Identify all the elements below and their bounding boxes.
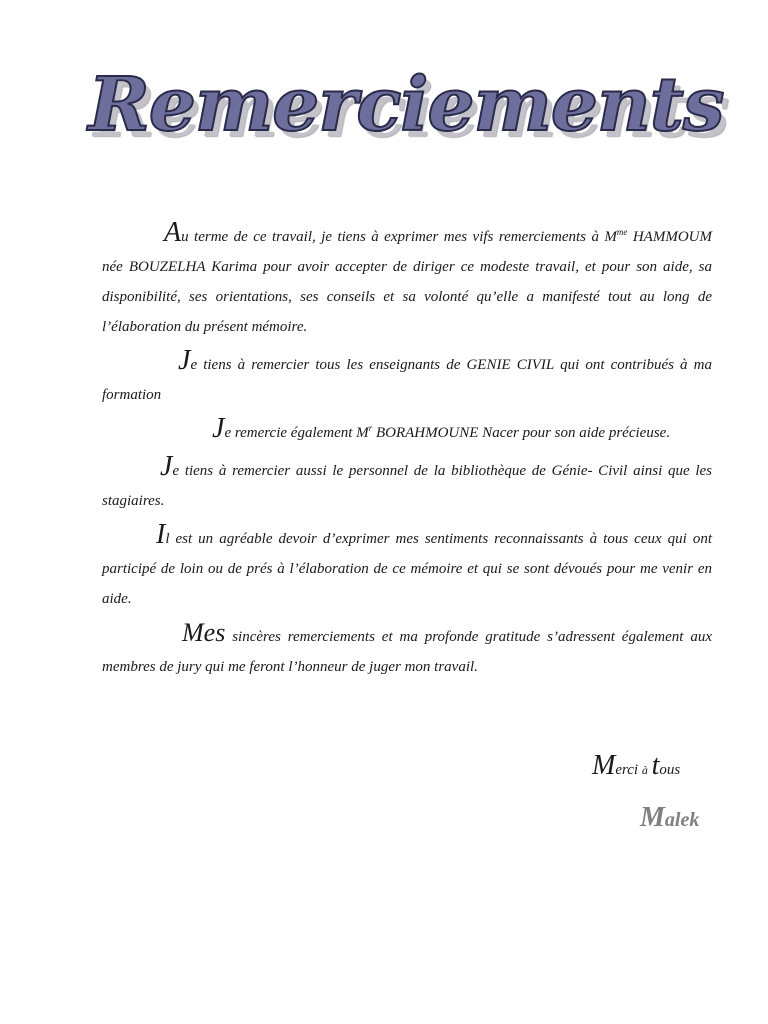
drop-initial: J bbox=[178, 345, 191, 376]
paragraph-text: sincères remerciements et ma profonde gratitude s’adressent également aux membres de jury qui me feront l’honneur de juger mon travail. bbox=[102, 629, 712, 675]
paragraph-6 bbox=[102, 618, 712, 682]
paragraph-text: BORAHMOUNE Nacer pour son aide précieuse. bbox=[372, 425, 671, 441]
signature-name: alek bbox=[664, 809, 700, 831]
page-title: Remerciements bbox=[88, 62, 724, 148]
closing-word: ous bbox=[659, 762, 681, 778]
closing-word: à bbox=[641, 763, 648, 777]
paragraph-2 bbox=[102, 346, 712, 410]
paragraph-text: e remercie également M bbox=[224, 425, 369, 441]
paragraph-text: HAMMOUM née BOUZELHA Karima pour avoir accepter de diriger ce modeste travail, et pour son aide, sa disponibilité, ses orientations, ses conseils et sa volonté qu’elle a manifesté tout au long de l’élaboration du présent mémoire. bbox=[102, 229, 712, 335]
closing-initial: t bbox=[651, 750, 660, 781]
superscript: me bbox=[616, 227, 628, 237]
drop-initial: I bbox=[156, 519, 166, 550]
paragraph-text: u terme de ce travail, je tiens à exprimer mes vifs remerciements à M bbox=[181, 229, 617, 245]
paragraph-text: l est un agréable devoir d’exprimer mes sentiments reconnaissants à tous ceux qui ont participé de loin ou de prés à l’élaboration de ce mémoire et qui se sont dévoués pour me venir en aide. bbox=[102, 531, 712, 607]
superscript: r bbox=[368, 423, 373, 433]
drop-initial: A bbox=[164, 217, 182, 248]
drop-initial: J bbox=[160, 451, 173, 482]
signature-initial: M bbox=[640, 802, 665, 833]
closing-initial: M bbox=[592, 750, 616, 781]
paragraph-text: e tiens à remercier aussi le personnel de la bibliothèque de Génie- Civil ainsi que les stagiaires. bbox=[102, 463, 712, 509]
drop-initial: J bbox=[212, 413, 225, 444]
paragraph-4 bbox=[102, 452, 712, 516]
title-container bbox=[0, 62, 768, 162]
paragraph-text: e tiens à remercier tous les enseignants de GENIE CIVIL qui ont contribués à ma formation bbox=[102, 357, 712, 403]
paragraph-1 bbox=[102, 218, 712, 342]
paragraph-3 bbox=[102, 414, 712, 448]
drop-initial: Mes bbox=[182, 618, 226, 647]
paragraph-5 bbox=[102, 520, 712, 614]
acknowledgements-body bbox=[102, 218, 712, 682]
closing-word: erci bbox=[615, 762, 639, 778]
closing-line bbox=[592, 748, 752, 788]
signature bbox=[640, 802, 699, 834]
